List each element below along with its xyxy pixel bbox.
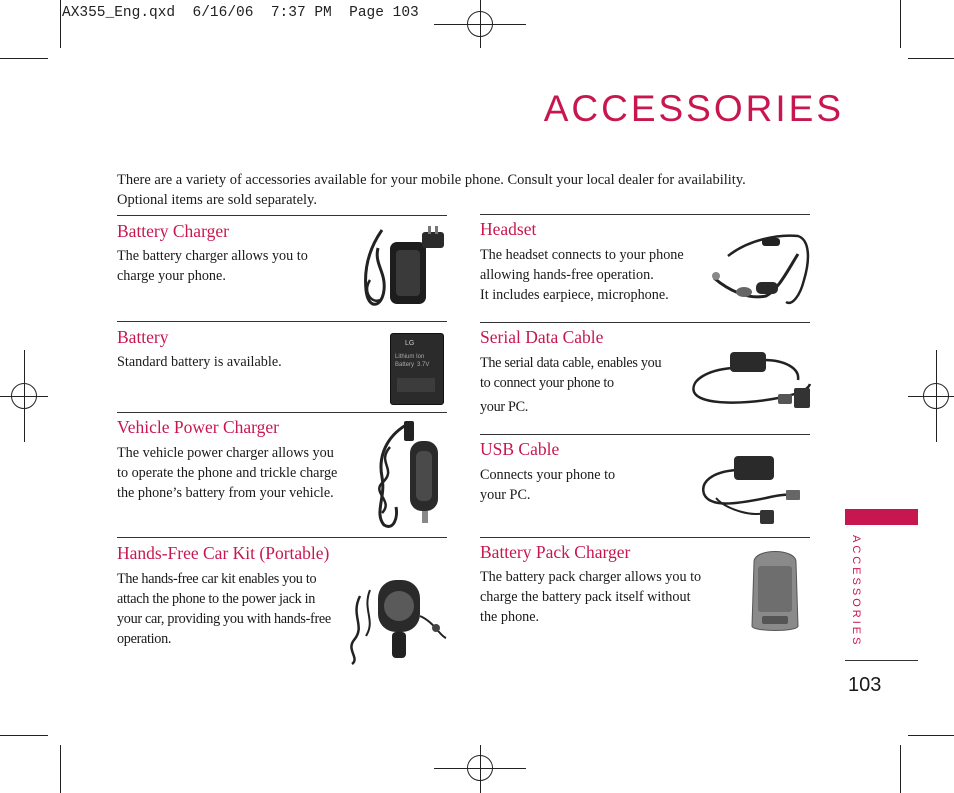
text-line: charge the battery pack itself without <box>480 589 691 605</box>
battery-pack-charger-text <box>480 567 701 627</box>
text-line: to connect your phone to <box>480 375 614 391</box>
text-line: your PC. <box>480 487 531 503</box>
text-line: to operate the phone and trickle charge <box>117 465 338 481</box>
battery-pack-charger-title: Battery Pack Charger <box>480 542 631 562</box>
text-line: It includes earpiece, microphone. <box>480 287 669 303</box>
divider <box>117 321 447 322</box>
battery-label-sub: Battery <box>395 362 415 368</box>
text-line: allowing hands-free operation. <box>480 267 654 283</box>
page-number: 103 <box>848 674 882 696</box>
battery-image <box>390 333 444 405</box>
text-line: The headset connects to your phone <box>480 247 684 263</box>
divider <box>845 660 918 661</box>
side-tab-label: ACCESSORIES <box>850 535 862 648</box>
battery-charger-title: Battery Charger <box>117 221 229 241</box>
divider <box>480 537 810 538</box>
handsfree-kit-title: Hands-Free Car Kit (Portable) <box>117 543 330 563</box>
usb-cable-title: USB Cable <box>480 439 560 459</box>
intro-line: There are a variety of accessories available for your mobile phone. Consult your local dealer for availability. <box>117 172 746 188</box>
text-line: The battery pack charger allows you to <box>480 569 702 585</box>
text-line: charge your phone. <box>117 268 226 284</box>
divider <box>117 215 447 216</box>
text-line: The serial data cable, enables you <box>480 355 662 371</box>
side-tab-bar <box>845 509 918 525</box>
battery-label-type: Lithium Ion <box>395 354 425 360</box>
text-line: operation. <box>117 631 172 647</box>
handsfree-kit-text <box>117 569 331 649</box>
text-line: The vehicle power charger allows you <box>117 445 334 461</box>
battery-text <box>117 352 282 372</box>
print-slug: AX355_Eng.qxd 6/16/06 7:37 PM Page 103 <box>62 5 419 21</box>
serial-cable-image <box>688 350 814 412</box>
battery-charger-text <box>117 246 308 286</box>
usb-cable-image <box>696 450 802 530</box>
serial-cable-title: Serial Data Cable <box>480 327 604 347</box>
battery-charger-image <box>360 220 450 316</box>
divider <box>480 434 810 435</box>
handsfree-kit-image <box>340 576 450 668</box>
text-line: Connects your phone to <box>480 467 616 483</box>
intro-line: Optional items are sold separately. <box>117 192 317 208</box>
divider <box>117 412 447 413</box>
text-line: the phone’s battery from your vehicle. <box>117 485 334 501</box>
intro-text <box>117 170 797 210</box>
headset-title: Headset <box>480 219 537 239</box>
headset-text <box>480 245 684 305</box>
headset-image <box>708 220 812 314</box>
usb-cable-text <box>480 465 615 505</box>
text-line: The hands-free car kit enables you to <box>117 571 317 587</box>
vehicle-charger-image <box>368 417 448 533</box>
text-line: The battery charger allows you to <box>117 248 308 264</box>
divider <box>480 214 810 215</box>
vehicle-charger-text <box>117 443 337 503</box>
page-title: ACCESSORIES <box>543 88 844 129</box>
divider <box>480 322 810 323</box>
lg-logo: LG <box>405 340 415 347</box>
serial-cable-text <box>480 353 661 417</box>
divider <box>117 537 447 538</box>
battery-title: Battery <box>117 327 169 347</box>
battery-pack-charger-image <box>748 542 802 634</box>
text-line: your PC. <box>480 399 529 415</box>
battery-label-volt: 3.7V <box>417 362 430 368</box>
vehicle-charger-title: Vehicle Power Charger <box>117 417 279 437</box>
text-line: your car, providing you with hands-free <box>117 611 331 627</box>
text-line: Standard battery is available. <box>117 354 282 370</box>
text-line: the phone. <box>480 609 540 625</box>
text-line: attach the phone to the power jack in <box>117 591 316 607</box>
